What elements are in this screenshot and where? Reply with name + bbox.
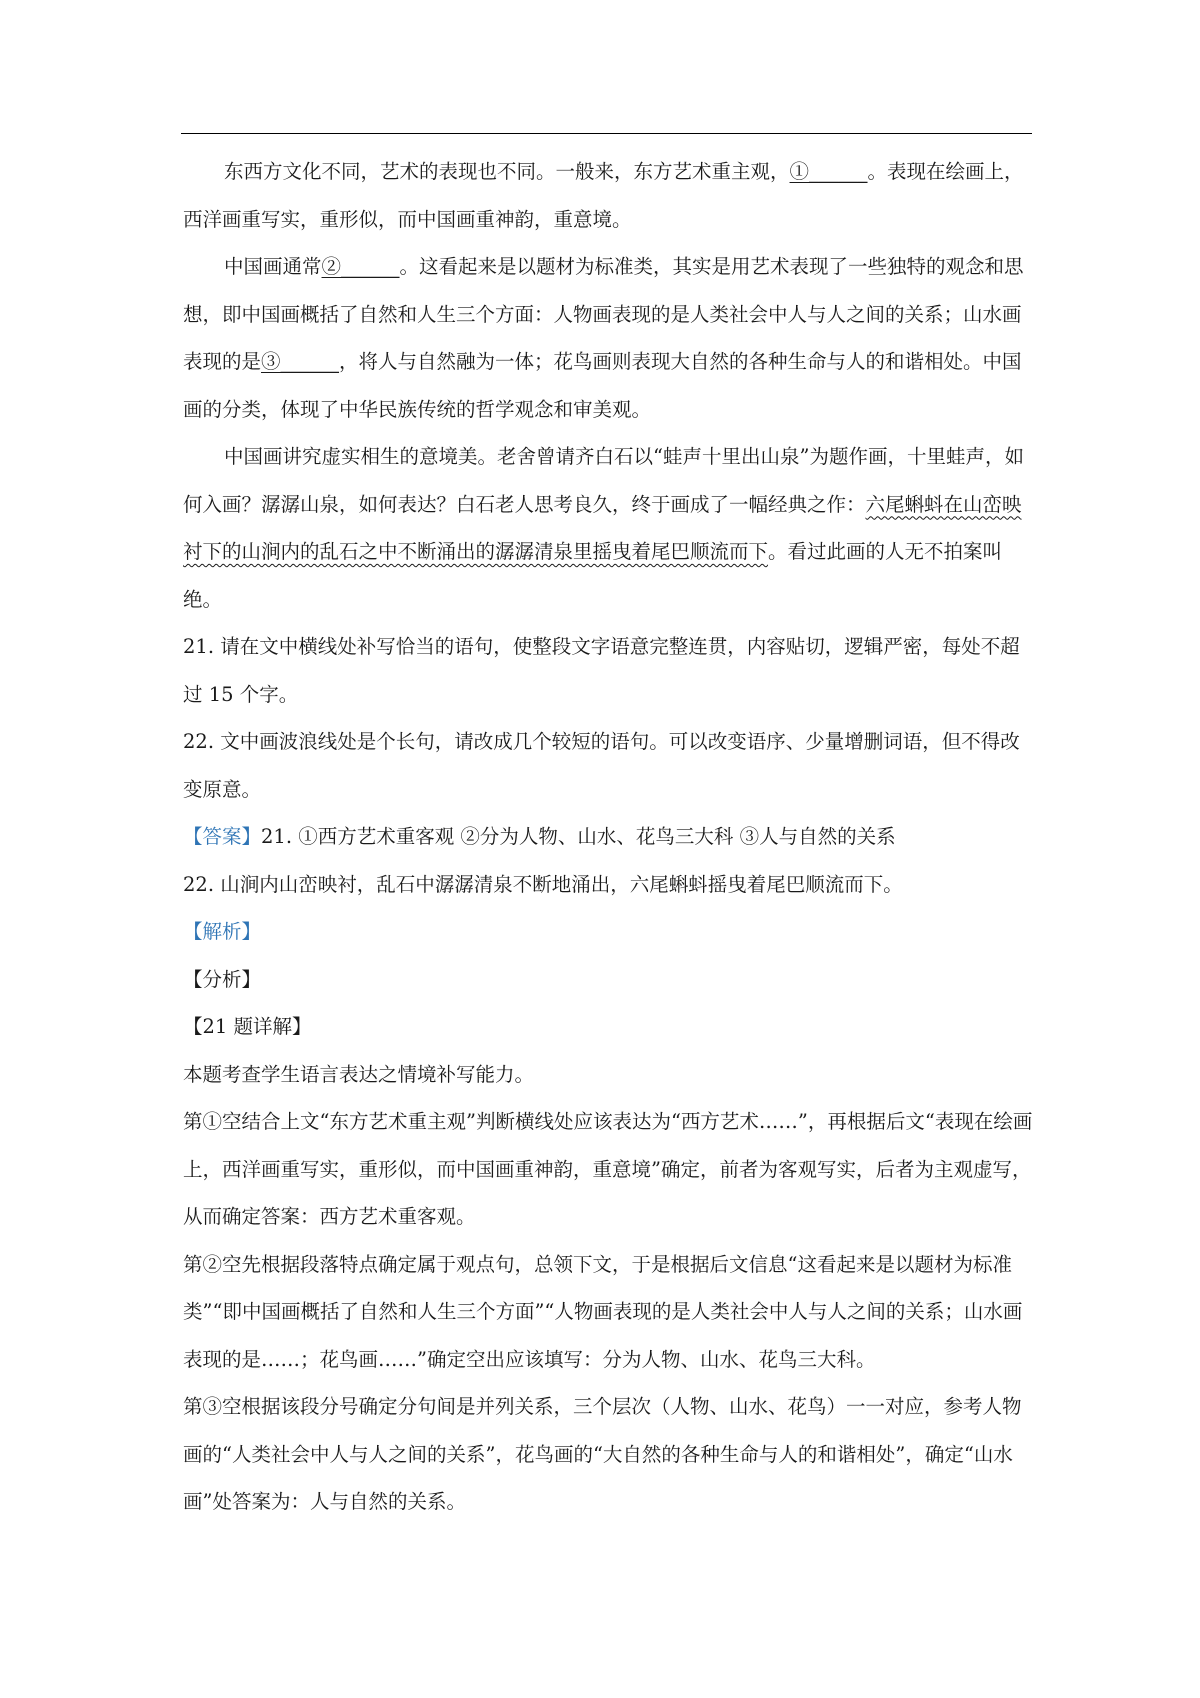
- wavy-underlined-sentence: 六尾蝌蚪在山峦映衬下的山涧内的乱石之中不断涌出的潺潺清泉里摇曳着尾巴顺流而下: [183, 492, 1022, 563]
- analysis-line-3: 第②空先根据段落特点确定属于观点句，总领下文，于是根据后文信息“这看起来是以题材为标准类”“即中国画概括了自然和人生三个方面”“人物画表现的是人类社会中人与人之间的关系；山水画表现的是……；花鸟画……”确定空出应该填写：分为人物、山水、花鸟三大科。: [183, 1252, 1023, 1371]
- analysis-q21-heading: 【21 题详解】: [183, 1015, 312, 1038]
- passage-text: 中国画通常: [224, 255, 322, 278]
- passage-paragraph-2: [183, 243, 1035, 433]
- document-body: [183, 148, 1035, 1526]
- analysis-fenxi-heading: 【分析】: [183, 967, 262, 991]
- blank-3: ③______: [261, 350, 340, 373]
- passage-text: 东西方文化不同，艺术的表现也不同。一般来，东方艺术重主观，: [224, 160, 790, 183]
- answer-21: [183, 813, 1035, 861]
- blank-2: ②______: [321, 255, 400, 278]
- passage-text: 。表现在绘画上，西洋画重写实，重形似，而中国画重神韵，重意境。: [183, 160, 1024, 231]
- passage-text: 。看过此画的人无不拍案叫绝。: [183, 540, 1003, 611]
- answer-21-text: 21. ①西方艺术重客观 ②分为人物、山水、花鸟三大科 ③人与自然的关系: [261, 825, 896, 848]
- header-rule: [181, 133, 1032, 134]
- answer-22: 22. 山涧内山峦映衬，乱石中潺潺清泉不断地涌出，六尾蝌蚪摇曳着尾巴顺流而下。: [183, 872, 903, 896]
- question-22: 22. 文中画波浪线处是个长句，请改成几个较短的语句。可以改变语序、少量增删词语，但不得改变原意。: [183, 730, 1020, 801]
- passage-text: ，将人与自然融为一体；花鸟画则表现大自然的各种生命与人的和谐相处。中国画的分类，体现了中华民族传统的哲学观念和审美观。: [183, 350, 1022, 421]
- blank-1: ①______: [789, 160, 868, 183]
- analysis-line-2: 第①空结合上文“东方艺术重主观”判断横线处应该表达为“西方艺术……”，再根据后文“表现在绘画上，西洋画重写实，重形似，而中国画重神韵，重意境”确定，前者为客观写实，后者为主观虚写，从而确定答案：西方艺术重客观。: [183, 1110, 1033, 1228]
- analysis-line-4: 第③空根据该段分号确定分句间是并列关系，三个层次（人物、山水、花鸟）一一对应，参考人物画的“人类社会中人与人之间的关系”，花鸟画的“大自然的各种生命与人的和谐相处”，确定“山水画”处答案为：人与自然的关系。: [183, 1395, 1022, 1513]
- passage-paragraph-1: [183, 148, 1035, 243]
- passage-text: 。这看起来是以题材为标准类，其实是用艺术表现了一些独特的观念和思想，即中国画概括了自然和人生三个方面：人物画表现的是人类社会中人与人之间的关系；山水画表现的是: [183, 255, 1024, 373]
- answer-tag: 【答案】: [183, 825, 262, 848]
- passage-paragraph-3: [183, 433, 1035, 623]
- question-21: 21. 请在文中横线处补写恰当的语句，使整段文字语意完整连贯，内容贴切，逻辑严密，每处不超过 15 个字。: [183, 635, 1020, 706]
- analysis-line-1: 本题考查学生语言表达之情境补写能力。: [183, 1062, 535, 1086]
- passage-text: 中国画讲究虚实相生的意境美。老舍曾请齐白石以“蛙声十里出山泉”为题作画，十里蛙声，如何入画？潺潺山泉，如何表达？白石老人思考良久，终于画成了一幅经典之作：: [183, 445, 1024, 516]
- analysis-tag: 【解析】: [183, 920, 262, 943]
